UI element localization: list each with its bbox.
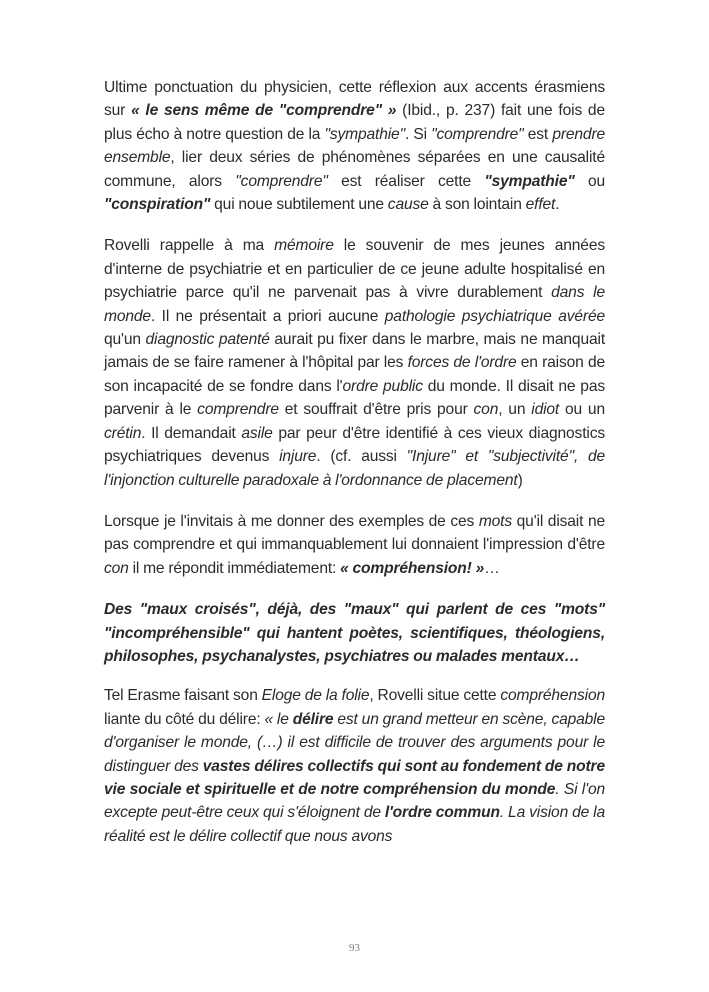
text-run: il me répondit immédiatement: (128, 559, 341, 577)
bold-italic-statement: Des "maux croisés", déjà, des "maux" qui parlent de ces "mots" "incompréhensible" qui hantent poètes, scientifiques, théologiens, philosophes, psychanalystes, psychiatres ou malades mentaux… (104, 601, 605, 665)
text-run: liante du côté du délire: (104, 710, 265, 728)
text-run: , Rovelli situe cette (369, 687, 501, 705)
bold-italic-term: délire (292, 710, 334, 728)
text-run: le souvenir de mes jeunes années d'interne de psychiatrie et en particulier de ce jeune adulte hospitalisé en psychiatrie parce qu'il ne parvenait pas à vivre durablement (104, 237, 605, 302)
italic-term: "sympathie" (324, 125, 405, 143)
text-run: Rovelli rappelle à ma (104, 237, 275, 255)
text-run: , un (498, 401, 532, 419)
italic-term: con (104, 559, 129, 577)
italic-term: ordre public (342, 377, 423, 395)
text-run: qu'il disait ne pas comprendre et qui immanquablement lui donnaient l'impression d'être (104, 512, 605, 554)
text-run: et souffrait d'être pris pour (278, 401, 474, 419)
italic-term: compréhension (500, 687, 605, 705)
text-run: Ultime ponctuation du physicien, cette réflexion aux accents érasmiens sur (104, 79, 605, 120)
text-run: en raison de son incapacité de se fondre dans l' (104, 354, 605, 395)
italic-term: con (473, 401, 499, 419)
italic-quote: « le (264, 710, 293, 728)
bold-italic-quote: vastes délires collectifs qui sont au fondement de notre vie sociale et spirituelle et de notre compréhension du monde (104, 757, 606, 798)
bold-italic-quote: « compréhension! » (340, 559, 485, 577)
italic-term: comprendre (197, 401, 279, 419)
text-run: Lorsque je l'invitais à me donner des exemples de ces (104, 512, 479, 530)
italic-term: idiot (531, 401, 560, 419)
text-run: . Si (404, 125, 432, 143)
text-run: par peur d'être identifié à ces vieux diagnostics psychiatriques devenus (104, 424, 605, 466)
text-run: est (523, 125, 553, 143)
text-run: … (484, 559, 500, 577)
italic-quote: . Si l'on excepte peut-être ceux qui s'éloignent de (104, 780, 605, 822)
text-run: , lier deux séries de phénomènes séparées en une causalité commune, alors (104, 149, 605, 190)
text-run: ou (574, 172, 605, 190)
text-run: . Il ne présentait a priori aucune (150, 307, 385, 325)
bold-italic-term: "sympathie" (484, 172, 575, 190)
text-run: . Il demandait (141, 424, 242, 442)
italic-term: asile (241, 424, 273, 442)
paragraph-maux-croises (104, 598, 605, 668)
italic-term: mémoire (274, 237, 334, 255)
italic-reference: "Injure" et "subjectivité", de l'injonction culturelle paradoxale à l'ordonnance de placement (104, 448, 605, 489)
italic-term: effet (525, 196, 556, 214)
text-run: du monde. Il disait ne pas parvenir à le (104, 377, 605, 419)
italic-term: mots (478, 512, 513, 530)
text-run: Tel Erasme faisant son (104, 687, 262, 705)
text-run: . (cf. aussi (316, 448, 407, 466)
text-run: à son lointain (428, 196, 526, 214)
paragraph-sympathie (104, 76, 605, 216)
text-run: qu'un (104, 331, 146, 349)
italic-term: injure (279, 448, 317, 466)
italic-term: crétin (104, 424, 142, 442)
bold-italic-term: "conspiration" (104, 196, 211, 214)
bold-italic-quote: « le sens même de "comprendre" » (131, 102, 397, 120)
italic-term: forces de l'ordre (407, 354, 517, 372)
document-body (104, 76, 605, 866)
paragraph-comprehension (104, 510, 605, 580)
italic-term: "comprendre" (431, 125, 524, 143)
italic-term: cause (387, 196, 429, 214)
italic-term: "comprendre" (235, 172, 328, 190)
italic-quote: est un grand metteur en scène, capable d'organiser le monde, (…) il est difficile de trouver des arguments pour le distinguer des (104, 710, 606, 775)
paragraph-rovelli-memoire (104, 234, 605, 491)
text-run: aurait pu fixer dans le marbre, mais ne manquait jamais de se faire ramener à l'hôpital par les (104, 331, 606, 372)
italic-term: prendre ensemble (104, 125, 606, 167)
italic-title: Eloge de la folie (261, 687, 370, 705)
italic-quote: . La vision de la réalité est le délire collectif que nous avons (104, 804, 606, 845)
page-number: 93 (349, 942, 360, 954)
italic-term: diagnostic patenté (145, 331, 270, 349)
paragraph-eloge-folie (104, 684, 605, 848)
text-run: qui noue subtilement une (210, 196, 388, 214)
bold-italic-term: l'ordre commun (384, 804, 500, 822)
text-run: ou un (559, 401, 605, 419)
text-run: (Ibid., p. 237) fait une fois de plus écho à notre question de la (104, 102, 605, 143)
italic-term: dans le monde (104, 284, 605, 325)
text-run: ) (517, 471, 523, 489)
text-run: . (555, 196, 560, 214)
text-run: est réaliser cette (327, 172, 485, 190)
italic-term: pathologie psychiatrique avérée (384, 307, 605, 325)
